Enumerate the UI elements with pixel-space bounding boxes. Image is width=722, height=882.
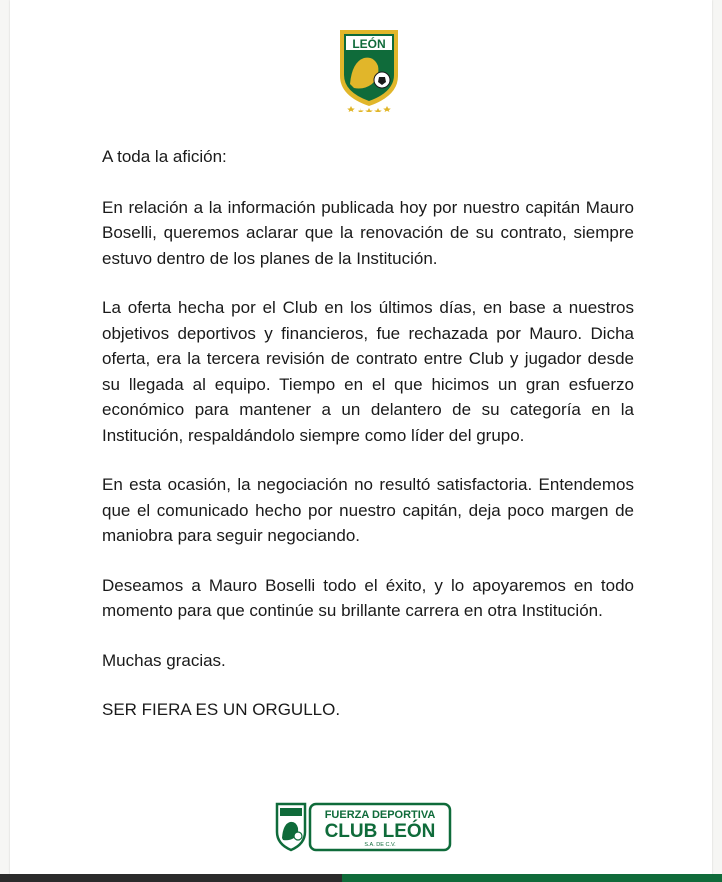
paragraph-2: La oferta hecha por el Club en los últimos días, en base a nuestros objetivos deportivos y financieros, fue rechazada por Mauro. Dicha oferta, era la tercera revisión de contrato entre Club y jugador desde su llegada al equipo. Tiempo en el que hicimos un gran esfuerzo económico para mantener a un delantero de su categoría en la Institución, respaldándolo siempre como líder del grupo.: [102, 298, 634, 445]
footer-band: [0, 874, 722, 882]
paragraph-4: Deseamos a Mauro Boselli todo el éxito, y lo apoyaremos en todo momento para que continúe su brillante carrera en otra Institución.: [102, 575, 634, 620]
club-leon-crest-logo: [334, 26, 404, 112]
footer-line1: FUERZA DEPORTIVA: [324, 809, 436, 821]
footer-line3: S.A. DE C.V.: [364, 842, 396, 848]
paragraph-1: En relación a la información publicada hoy por nuestro capitán Mauro Boselli, queremos aclarar que la renovación de su contrato, siempre estuvo dentro de los planes de la Institución.: [102, 197, 634, 268]
greeting: A toda la afición:: [102, 147, 227, 166]
letter-body: [102, 144, 634, 723]
footer-line2: CLUB LEÓN: [324, 821, 436, 842]
crest-wordmark: LEÓN: [352, 37, 386, 51]
letter-page: [10, 0, 712, 882]
paragraph-3: En esta ocasión, la negociación no resultó satisfactoria. Entendemos que el comunicado hecho por nuestro capitán, deja poco margen de maniobra para seguir negociando.: [102, 475, 634, 545]
motto: SER FIERA ES UN ORGULLO.: [102, 700, 341, 719]
fuerza-deportiva-logo: [274, 802, 452, 854]
footer-band-green: [342, 874, 722, 882]
closing: Muchas gracias.: [102, 650, 226, 670]
